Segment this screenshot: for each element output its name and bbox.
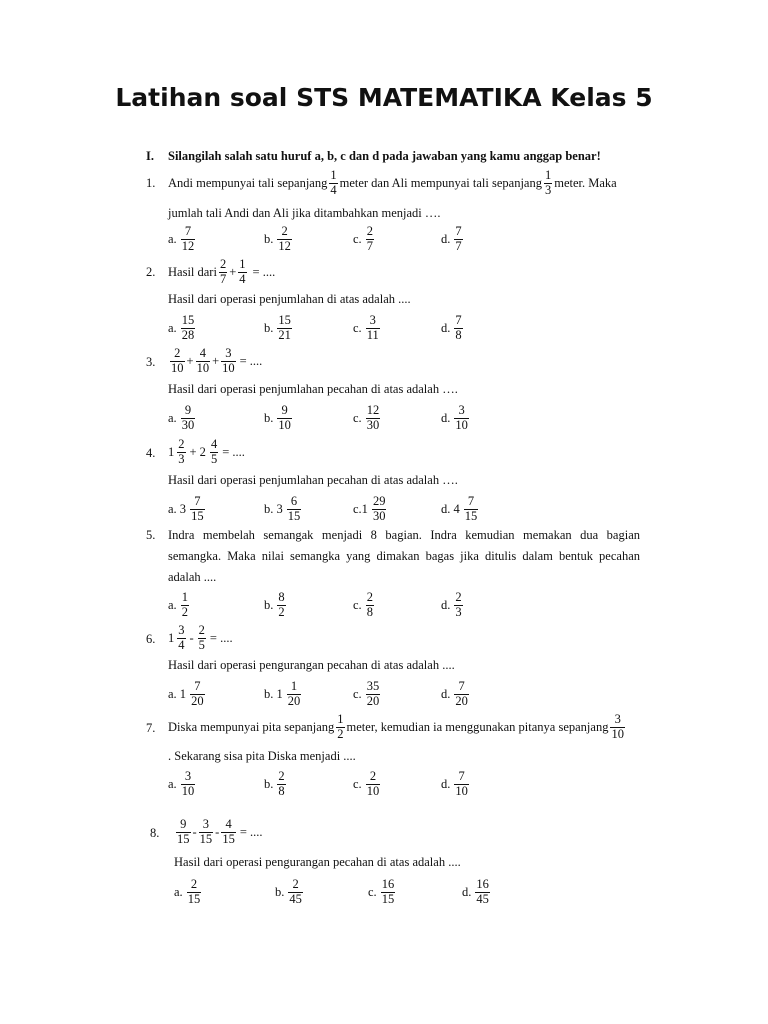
option-d[interactable]: d. $\frac{3}{10}$ <box>441 402 468 432</box>
question-number: 3. <box>146 355 156 369</box>
option-b[interactable]: b. $\frac{2}{12}$ <box>264 223 291 253</box>
option-a[interactable]: a. $\frac{7}{12}$ <box>168 223 195 253</box>
option-b[interactable]: b. $\frac{8}{2}$ <box>264 589 285 619</box>
fraction: $\frac{1}{4}$ <box>330 167 337 197</box>
section-number: I. <box>146 149 154 163</box>
question-number: 7. <box>146 721 156 735</box>
option-c[interactable]: c. $\frac{35}{20}$ <box>353 678 380 708</box>
question-text: Hasil dari <box>168 264 217 279</box>
option-d[interactable]: d. $\frac{16}{45}$ <box>462 876 489 906</box>
option-b[interactable]: b. $\frac{2}{45}$ <box>275 876 302 906</box>
question-text: Hasil dari operasi penjumlahan di atas adalah .... <box>168 292 411 306</box>
question-8-line: $\frac{9}{15}$ - $\frac{3}{15}$ - $\frac{4}{15}$ = .... <box>177 816 263 846</box>
option-d[interactable]: d. $\frac{7}{20}$ <box>441 678 468 708</box>
question-text: Andi mempunyai tali sepanjang <box>168 175 328 190</box>
option-d[interactable]: d. $\frac{7}{10}$ <box>441 768 468 798</box>
fraction: $\frac{4}{10}$ <box>196 345 210 375</box>
option-d[interactable]: d. 4 $\frac{7}{15}$ <box>441 493 478 523</box>
question-number: 1. <box>146 176 156 190</box>
option-c[interactable]: c.1 $\frac{29}{30}$ <box>353 493 386 523</box>
option-b[interactable]: b. $\frac{9}{10}$ <box>264 402 291 432</box>
fraction: $\frac{9}{15}$ <box>177 816 190 846</box>
question-number: 6. <box>146 632 156 646</box>
question-2-line: Hasil dari $\frac{2}{7}$ + $\frac{1}{4}$ = .... <box>168 256 276 286</box>
option-d[interactable]: d. $\frac{7}{8}$ <box>441 312 462 342</box>
question-text: Hasil dari operasi penjumlahan pecahan di atas adalah …. <box>168 473 458 487</box>
question-number: 5. <box>146 528 156 542</box>
question-text: meter, kemudian ia menggunakan pitanya sepanjang <box>346 719 609 734</box>
fraction: $\frac{1}{3}$ <box>544 167 552 197</box>
fraction: $\frac{4}{5}$ <box>210 436 218 466</box>
fraction: $\frac{1}{4}$ <box>239 256 246 286</box>
option-c[interactable]: c. $\frac{2}{10}$ <box>353 768 380 798</box>
question-text: Hasil dari operasi penjumlahan pecahan di atas adalah …. <box>168 382 458 396</box>
question-6-line: 1 $\frac{3}{4}$ - $\frac{2}{5}$ = .... <box>168 622 233 652</box>
question-text: Indra membelah semangak menjadi 8 bagian. Indra kemudian memakan dua bagian <box>168 528 640 542</box>
question-text: Hasil dari operasi pengurangan pecahan di atas adalah .... <box>168 658 455 672</box>
fraction: $\frac{2}{7}$ <box>219 256 227 286</box>
question-number: 8. <box>150 826 160 840</box>
question-text: meter. Maka <box>554 175 617 190</box>
option-c[interactable]: c. $\frac{12}{30}$ <box>353 402 380 432</box>
question-7-line <box>168 712 627 742</box>
option-b[interactable]: b. 1 $\frac{1}{20}$ <box>264 678 301 708</box>
question-text: jumlah tali Andi dan Ali jika ditambahkan menjadi …. <box>168 206 441 220</box>
fraction: $\frac{4}{15}$ <box>222 816 235 846</box>
option-b[interactable]: b. $\frac{15}{21}$ <box>264 312 291 342</box>
fraction: $\frac{3}{4}$ <box>178 622 185 652</box>
option-b[interactable]: b. $\frac{2}{8}$ <box>264 768 285 798</box>
question-text: meter dan Ali mempunyai tali sepanjang <box>339 175 542 190</box>
question-text: semangka. Maka nilai semangka yang dimakan bagas jika ditulis dalam bentuk pecahan <box>168 549 640 563</box>
option-a[interactable]: a. 1 $\frac{7}{20}$ <box>168 678 204 708</box>
option-d[interactable]: d. $\frac{7}{7}$ <box>441 223 462 253</box>
option-a[interactable]: a. $\frac{9}{30}$ <box>168 402 195 432</box>
fraction: $\frac{2}{5}$ <box>198 622 205 652</box>
question-3-line: $\frac{2}{10}$ + $\frac{4}{10}$ + $\frac{3}{10}$ = .... <box>171 345 263 375</box>
fraction: $\frac{3}{15}$ <box>199 816 213 846</box>
option-a[interactable]: a. $\frac{3}{10}$ <box>168 768 195 798</box>
option-a[interactable]: a. $\frac{1}{2}$ <box>168 589 188 619</box>
option-d[interactable]: d. $\frac{2}{3}$ <box>441 589 462 619</box>
question-4-line: 1 $\frac{2}{3}$ + 2 $\frac{4}{5}$ = .... <box>168 436 245 466</box>
fraction: $\frac{2}{10}$ <box>171 345 184 375</box>
question-text: Hasil dari operasi pengurangan pecahan di atas adalah .... <box>174 855 461 869</box>
fraction: $\frac{3}{10}$ <box>222 345 235 375</box>
fraction: $\frac{1}{2}$ <box>337 711 344 741</box>
question-text: . Sekarang sisa pita Diska menjadi .... <box>168 749 356 763</box>
question-text: adalah .... <box>168 570 217 584</box>
option-c[interactable]: c. $\frac{2}{8}$ <box>353 589 373 619</box>
fraction: $\frac{2}{3}$ <box>178 436 185 466</box>
question-number: 4. <box>146 446 156 460</box>
option-a[interactable]: a. 3 $\frac{7}{15}$ <box>168 493 204 523</box>
fraction: $\frac{3}{10}$ <box>611 711 624 741</box>
page-title: Latihan soal STS MATEMATIKA Kelas 5 <box>115 83 653 112</box>
option-c[interactable]: c. $\frac{16}{15}$ <box>368 876 395 906</box>
option-c[interactable]: c. $\frac{3}{11}$ <box>353 312 379 342</box>
option-a[interactable]: a. $\frac{2}{15}$ <box>174 876 201 906</box>
option-c[interactable]: c. $\frac{2}{7}$ <box>353 223 373 253</box>
question-text: Diska mempunyai pita sepanjang <box>168 719 335 734</box>
option-a[interactable]: a. $\frac{15}{28}$ <box>168 312 195 342</box>
section-instruction: Silangilah salah satu huruf a, b, c dan d pada jawaban yang kamu anggap benar! <box>168 149 601 163</box>
question-number: 2. <box>146 265 156 279</box>
question-1-line <box>168 168 617 198</box>
option-b[interactable]: b. 3 $\frac{6}{15}$ <box>264 493 301 523</box>
